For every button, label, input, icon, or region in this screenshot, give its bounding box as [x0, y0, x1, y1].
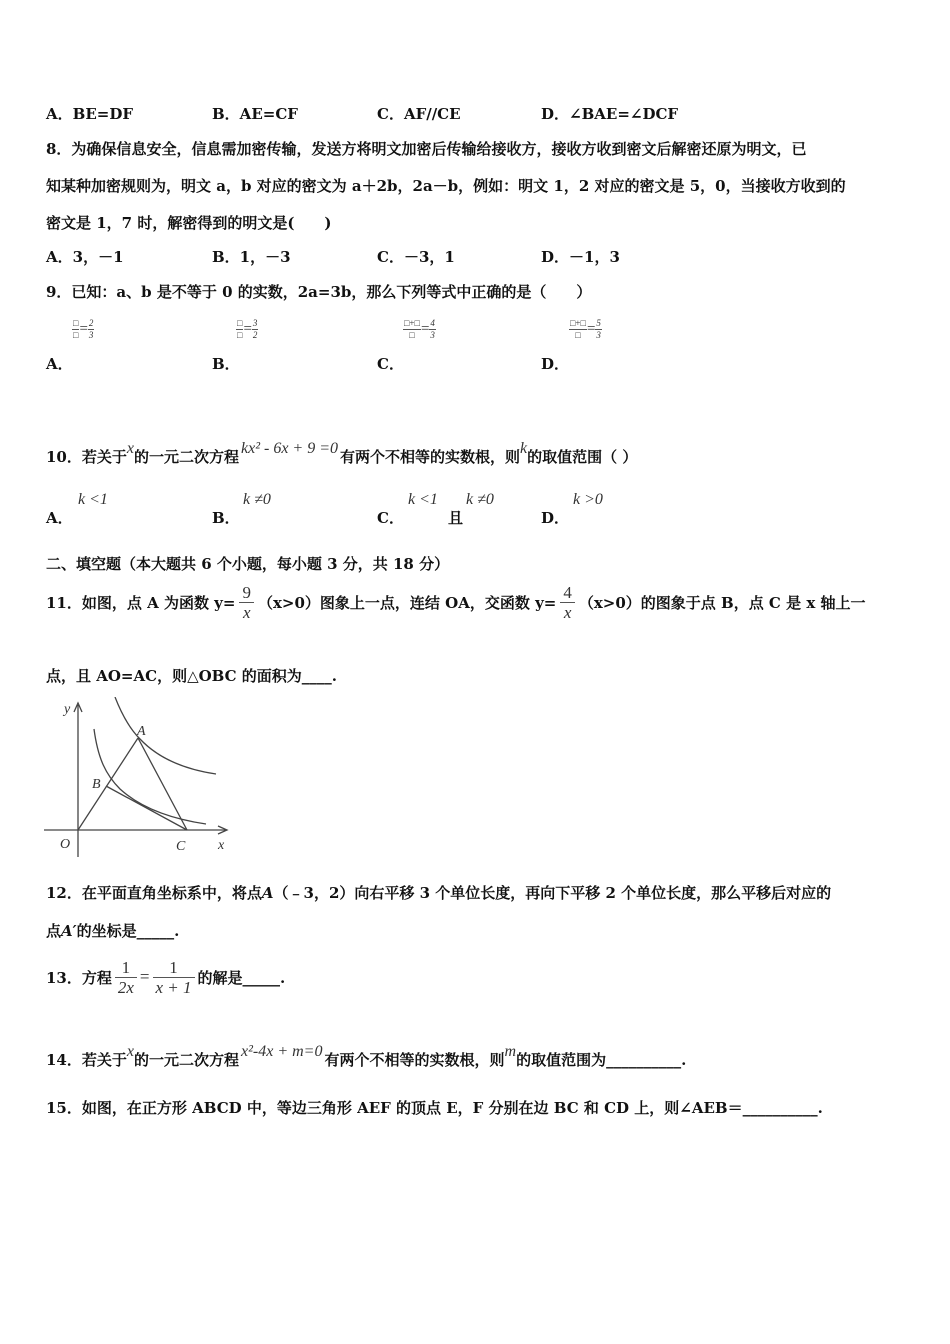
- q11-part2: （x>0）图象上一点，连结 OA，交函数 y=: [257, 593, 557, 612]
- q10-equation: kx² - 6x + 9 =0: [241, 440, 339, 457]
- q11-figure: [42, 697, 232, 859]
- q7-option-c: C．AF//CE: [377, 105, 461, 123]
- q9-b-eq: =: [243, 321, 252, 337]
- q13-r-den: x + 1: [153, 977, 195, 997]
- q10-answer-b: k ≠0: [243, 491, 271, 508]
- q11-f2-den: x: [560, 602, 575, 622]
- q14-var-m: m: [504, 1043, 517, 1060]
- q9-d-rden: 3: [596, 330, 601, 340]
- q9-a-rnum: 2: [88, 318, 94, 328]
- q10-var-x: x: [126, 440, 134, 457]
- q9-d-den: □: [569, 329, 587, 341]
- label-x: x: [218, 838, 225, 853]
- label-y: y: [64, 702, 71, 717]
- q10-mid2: 有两个不相等的实数根，则: [340, 448, 521, 466]
- label-c: C: [176, 839, 186, 854]
- q9-d-rnum: 5: [596, 318, 601, 328]
- q13-suffix: 的解是_____.: [197, 968, 286, 987]
- q8-option-a: A．3，－1: [46, 248, 124, 266]
- q13-r-num: 1: [169, 957, 178, 977]
- q8-stem-line-2: 知某种加密规则为，明文 a，b 对应的密文为 a＋2b，2a－b，例如：明文 1，2 对应的密文是 5，0，当接收方收到的: [46, 177, 846, 195]
- q14-prefix: 14．若关于: [46, 1051, 127, 1069]
- q10-answer-d: k >0: [573, 491, 603, 508]
- q9-b-rden: 2: [252, 330, 258, 340]
- q14-mid: 的一元二次方程: [133, 1051, 239, 1069]
- q9-c-eq: =: [420, 321, 430, 337]
- q9-formula-c: [403, 318, 436, 341]
- q10-answer-c-second: k ≠0: [466, 491, 494, 508]
- q10-stem: [46, 440, 638, 467]
- q9-formula-a: [72, 318, 94, 341]
- curve-9-over-x: [115, 697, 216, 774]
- q9-a-den: □: [73, 330, 79, 340]
- q14-stem: [46, 1043, 687, 1070]
- q10-answer-a: k <1: [78, 491, 108, 508]
- q14-var-x: x: [126, 1043, 134, 1060]
- q9-c-den: □: [403, 329, 421, 341]
- label-b: B: [92, 777, 101, 792]
- q9-c-rnum: 4: [430, 318, 435, 328]
- q15-stem: 15．如图，在正方形 ABCD 中，等边三角形 AEF 的顶点 E，F 分别在边 BC 和 CD 上，则∠AEB＝__________.: [46, 1099, 823, 1117]
- q13-l-num: 1: [121, 957, 131, 977]
- q11-f1-den: x: [239, 602, 254, 622]
- q9-b-num: □: [237, 318, 243, 328]
- q9-letter-b: B．: [212, 355, 240, 373]
- q9-stem: 9．已知：a、b 是不等于 0 的实数，2a=3b，那么下列等式中正确的是（ ）: [46, 283, 592, 301]
- q11-stem-line-1: [46, 576, 865, 628]
- q9-letter-d: D．: [541, 355, 570, 373]
- q12-line2-a: 点: [46, 922, 62, 940]
- q10-letter-b: B．: [212, 509, 240, 527]
- q12-stem-line-2: [46, 920, 179, 941]
- q12-line1-a: 12．在平面直角坐标系中，将点: [46, 884, 262, 902]
- q8-option-c: C．－3，1: [377, 248, 455, 266]
- q10-mid: 的一元二次方程: [133, 448, 239, 466]
- q9-d-eq: =: [586, 321, 596, 337]
- q9-c-num: □+□: [404, 318, 420, 328]
- q8-stem-line-1: 8．为确保信息安全，信息需加密传输，发送方将明文加密后传输给接收方，接收方收到密文后解密还原为明文，已: [46, 140, 807, 158]
- q10-var-k: k: [520, 440, 528, 457]
- q9-b-den: □: [237, 330, 243, 340]
- q10-prefix: 10．若关于: [46, 448, 127, 466]
- q9-letter-a: A．: [46, 355, 73, 373]
- q7-option-a: A．BE=DF: [46, 105, 133, 123]
- q12-line2-b: 的坐标是_____.: [76, 922, 180, 940]
- q13-stem: [46, 951, 285, 1003]
- q10-letter-a: A．: [46, 509, 73, 527]
- q9-formula-d: [569, 318, 602, 341]
- q9-a-rden: 3: [88, 330, 94, 340]
- q12-point: A: [261, 884, 274, 902]
- q11-f2-num: 4: [563, 582, 572, 602]
- q8-option-d: D．－1，3: [541, 248, 620, 266]
- segment-oa: [78, 738, 138, 830]
- q14-suffix: 的取值范围为__________.: [516, 1051, 687, 1069]
- q10-letter-d: D．: [541, 509, 570, 527]
- q9-d-num: □+□: [570, 318, 586, 328]
- q7-option-b: B．AE=CF: [212, 105, 298, 123]
- q13-l-den: 2x: [115, 977, 137, 997]
- q12-point2: A′: [61, 922, 77, 940]
- label-a: A: [137, 724, 146, 739]
- q10-letter-c: C．: [377, 509, 404, 527]
- q11-part3: （x>0）的图象于点 B，点 C 是 x 轴上一: [578, 593, 866, 612]
- q8-option-b: B．1，－3: [212, 248, 291, 266]
- q7-option-d: D．∠BAE=∠DCF: [541, 105, 679, 123]
- q9-formula-b: [236, 318, 258, 341]
- q9-b-rnum: 3: [252, 318, 258, 328]
- q10-answer-c: k <1: [408, 491, 438, 508]
- q11-stem-line-2: 点，且 AO=AC，则△OBC 的面积为____.: [46, 667, 338, 685]
- q11-f1-num: 9: [242, 582, 251, 602]
- q14-mid2: 有两个不相等的实数根，则: [324, 1051, 505, 1069]
- q8-stem-line-3: 密文是 1，7 时，解密得到的明文是( ): [46, 214, 332, 232]
- q14-equation: x²-4x + m=0: [241, 1043, 323, 1060]
- q10-answer-c-and: 且: [448, 509, 464, 527]
- q11-part1: 11．如图，点 A 为函数 y=: [46, 593, 236, 612]
- q9-c-rden: 3: [430, 330, 435, 340]
- section2-title: 二、填空题（本大题共 6 个小题，每小题 3 分，共 18 分）: [46, 555, 450, 573]
- q12-line1-b: （﹣3，2）向右平移 3 个单位长度，再向下平移 2 个单位长度，那么平移后对应的: [273, 884, 832, 902]
- q9-a-num: □: [73, 318, 79, 328]
- q10-suffix: 的取值范围（ ）: [527, 448, 638, 466]
- label-o: O: [60, 837, 71, 852]
- q13-eq: =: [139, 967, 150, 986]
- q13-prefix: 13．方程: [46, 968, 112, 987]
- q9-a-eq: =: [79, 321, 88, 337]
- q12-stem-line-1: [46, 882, 831, 903]
- q9-letter-c: C．: [377, 355, 404, 373]
